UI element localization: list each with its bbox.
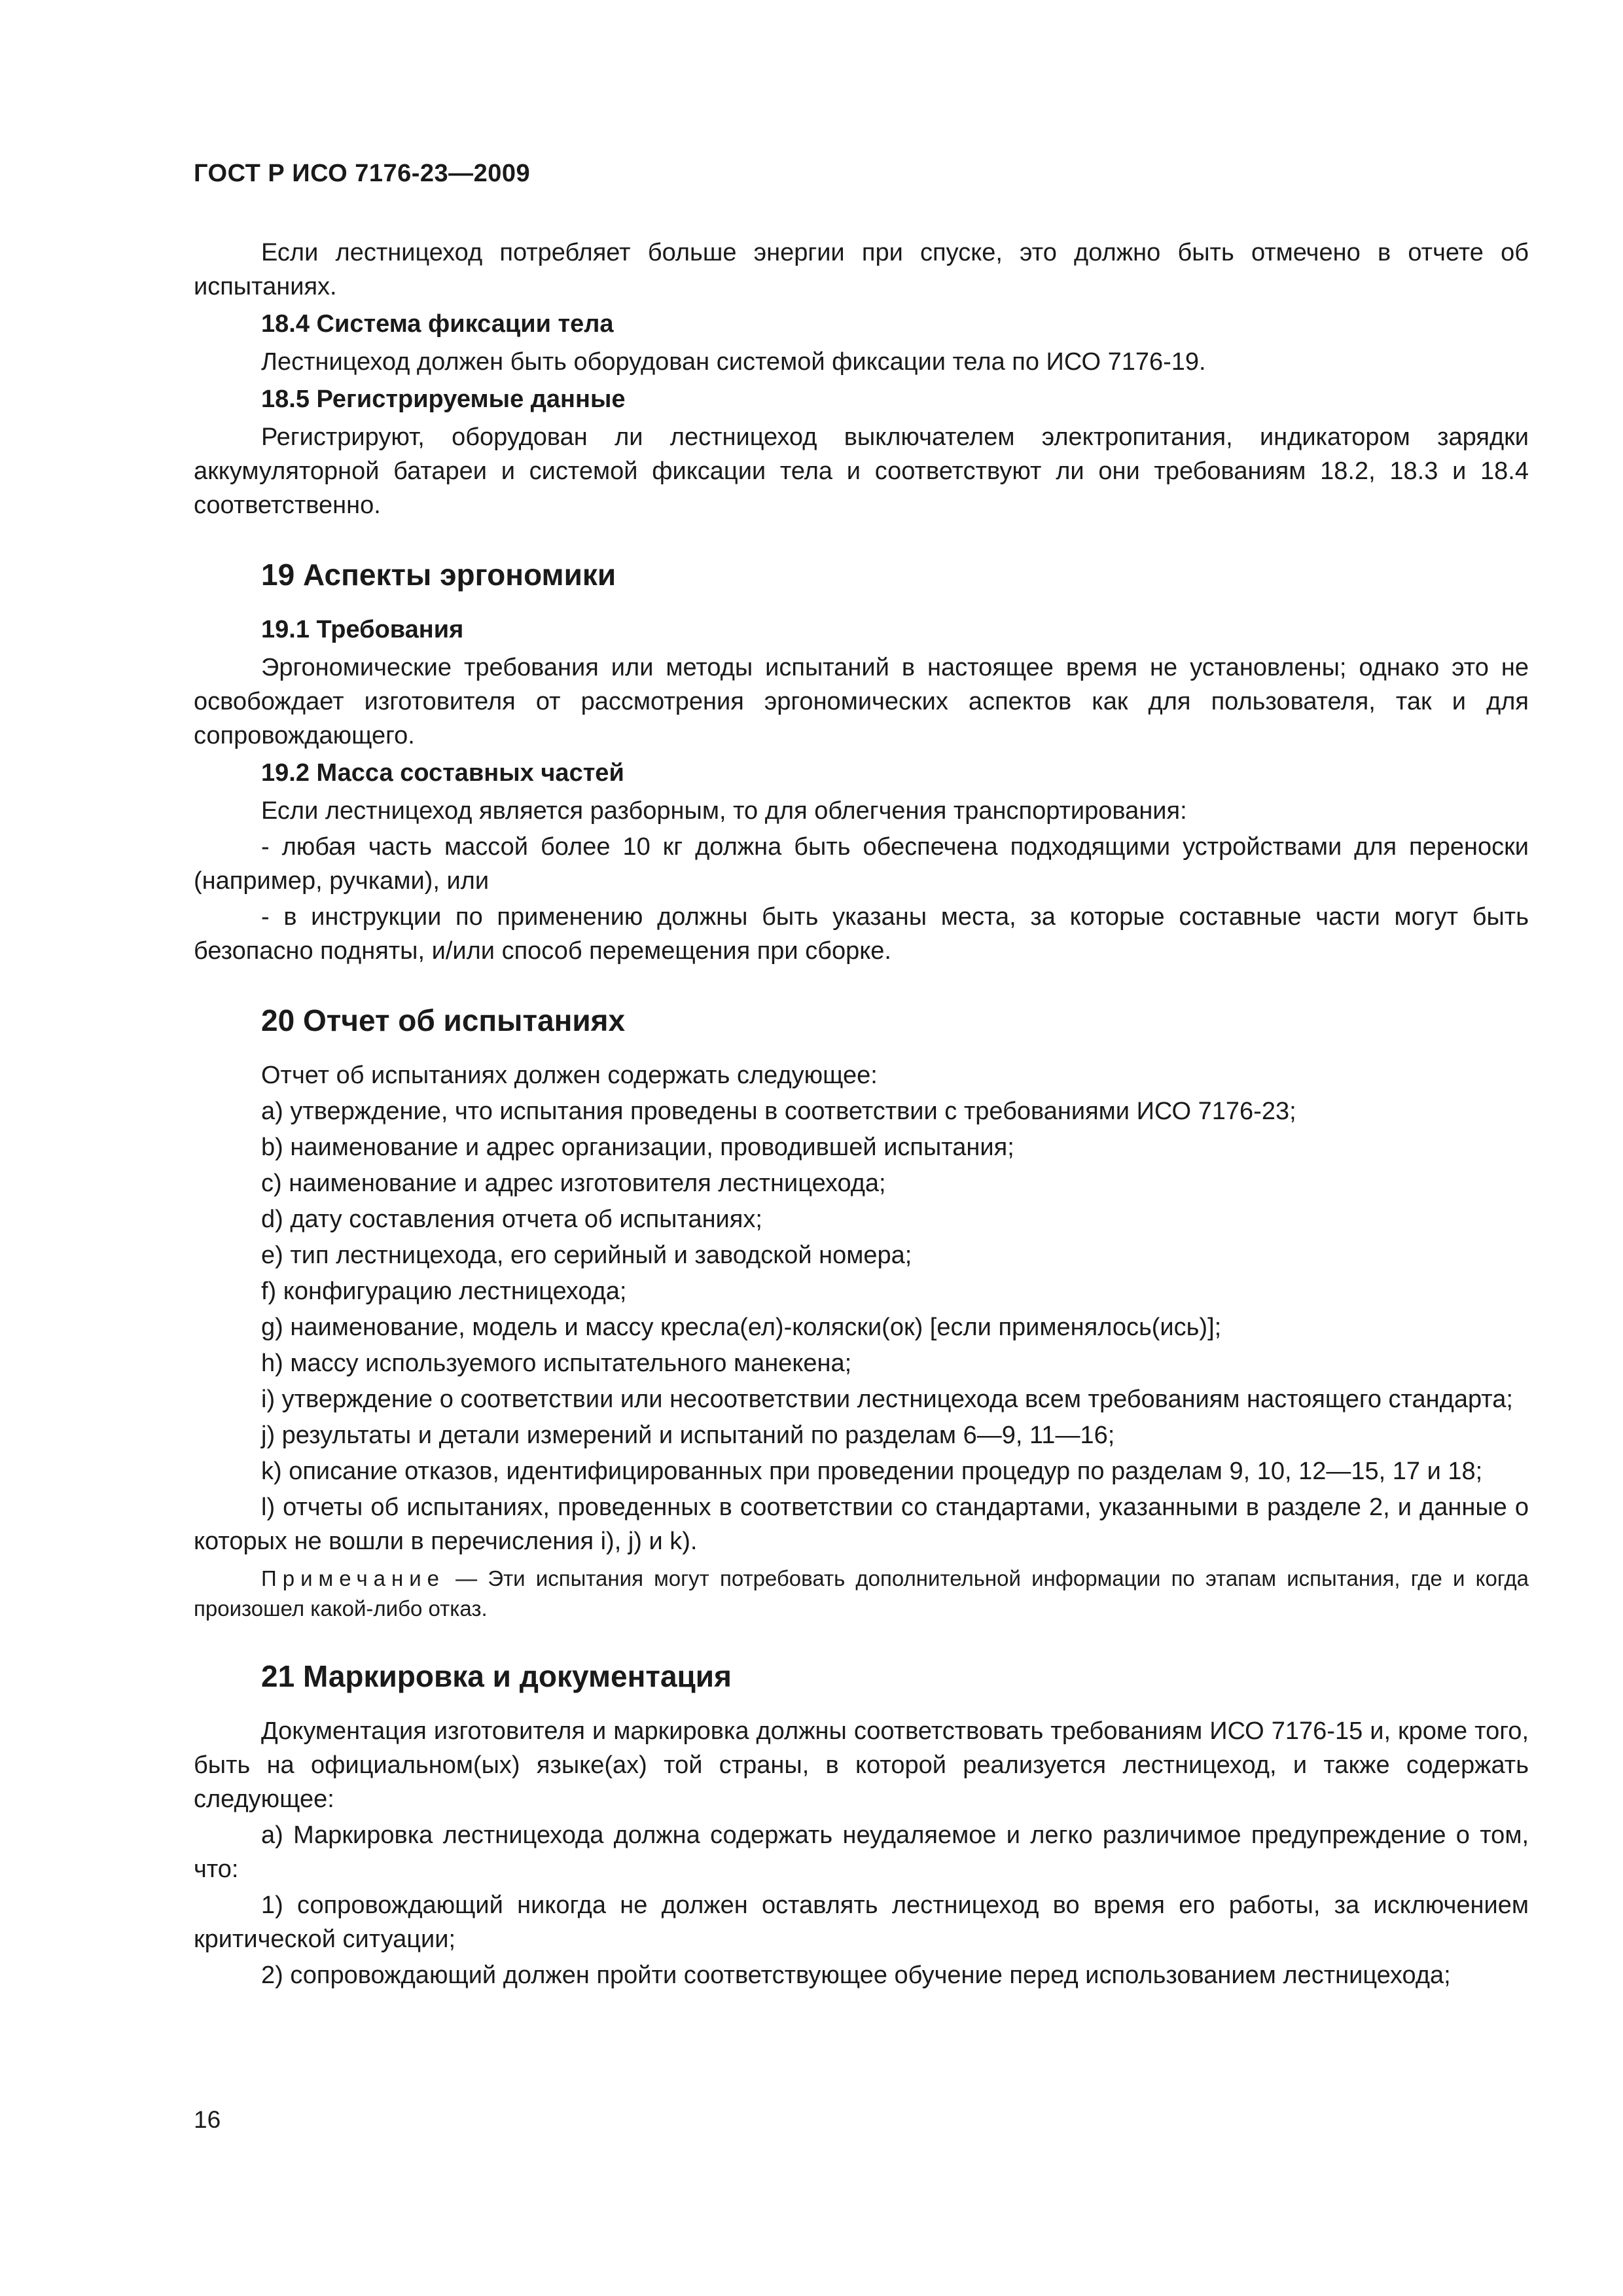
paragraph: Регистрируют, оборудован ли лестницеход выключателем электропитания, индикатором зарядки аккумуляторной батареи и системой фиксации тела и соответствуют ли они требованиям 18.2, 18.3 и 18.4 соответственно. — [194, 423, 1529, 519]
list-item: k) описание отказов, идентифицированных при проведении процедур по разделам 9, 10, 12—15, 17 и 18; — [261, 1458, 1483, 1485]
paragraph: Если лестницеход потребляет больше энергии при спуске, это должно быть отмечено в отчете об испытаниях. — [194, 239, 1529, 300]
subsection-title-18-5: 18.5 Регистрируемые данные — [261, 386, 626, 413]
list-item: d) дату составления отчета об испытаниях; — [261, 1206, 762, 1233]
list-item: - в инструкции по применению должны быть указаны места, за которые составные части могут быть безопасно подняты, и/или способ перемещения при сборке. — [194, 903, 1529, 965]
list-item: l) отчеты об испытаниях, проведенных в соответствии со стандартами, указанными в разделе 2, и данные о которых не вошли в перечисления i), j) и k). — [194, 1494, 1529, 1555]
document-header: ГОСТ Р ИСО 7176-23—2009 — [194, 160, 531, 187]
list-item: 2) сопровождающий должен пройти соответствующее обучение перед использованием лестницехода; — [261, 1962, 1451, 1989]
paragraph: Если лестницеход является разборным, то для облегчения транспортирования: — [261, 797, 1187, 825]
subsection-title-19-1: 19.1 Требования — [261, 616, 464, 643]
list-item: a) Маркировка лестницехода должна содержать неудаляемое и легко различимое предупреждение о том, что: — [194, 1821, 1529, 1883]
note — [194, 1564, 1529, 1624]
section-title-20: 20 Отчет об испытаниях — [261, 1003, 626, 1037]
list-item: b) наименование и адрес организации, проводившей испытания; — [261, 1134, 1014, 1161]
note-label: Примечание — [261, 1566, 446, 1590]
list-item: g) наименование, модель и массу кресла(ел)-коляски(ок) [если применялось(ись)]; — [261, 1314, 1222, 1341]
list-item: e) тип лестницехода, его серийный и заводской номера; — [261, 1242, 912, 1269]
section-title-21: 21 Маркировка и документация — [261, 1659, 732, 1693]
list-item: c) наименование и адрес изготовителя лестницехода; — [261, 1170, 886, 1197]
page-content — [194, 236, 1529, 1994]
subsection-title-19-2: 19.2 Масса составных частей — [261, 759, 624, 787]
paragraph: Лестницеход должен быть оборудован системой фиксации тела по ИСО 7176-19. — [261, 348, 1206, 376]
page-number: 16 — [194, 2106, 221, 2133]
note-text: — Эти испытания могут потребовать дополнительной информации по этапам испытания, где и когда произошел какой-либо отказ. — [194, 1566, 1529, 1621]
list-item: 1) сопровождающий никогда не должен оставлять лестницеход во время его работы, за исключением критической ситуации; — [194, 1892, 1529, 1953]
subsection-title-18-4: 18.4 Система фиксации тела — [261, 310, 614, 338]
paragraph: Эргономические требования или методы испытаний в настоящее время не установлены; однако это не освобождает изготовителя от рассмотрения эргономических аспектов как для пользователя, так и для сопровождающего. — [194, 654, 1529, 749]
paragraph: Отчет об испытаниях должен содержать следующее: — [261, 1062, 878, 1089]
list-item: a) утверждение, что испытания проведены в соответствии с требованиями ИСО 7176-23; — [261, 1098, 1296, 1125]
list-item: f) конфигурацию лестницехода; — [261, 1278, 627, 1305]
list-item: i) утверждение о соответствии или несоответствии лестницехода всем требованиям настоящего стандарта; — [261, 1386, 1513, 1413]
list-item: j) результаты и детали измерений и испытаний по разделам 6—9, 11—16; — [261, 1422, 1115, 1449]
section-title-19: 19 Аспекты эргономики — [261, 558, 616, 592]
list-item: - любая часть массой более 10 кг должна быть обеспечена подходящими устройствами для переноски (например, ручками), или — [194, 833, 1529, 895]
list-item: h) массу используемого испытательного манекена; — [261, 1350, 852, 1377]
paragraph: Документация изготовителя и маркировка должны соответствовать требованиям ИСО 7176-15 и, кроме того, быть на официальном(ых) языке(ах) той страны, в которой реализуется лестницеход, и также содержать следующее: — [194, 1717, 1529, 1813]
